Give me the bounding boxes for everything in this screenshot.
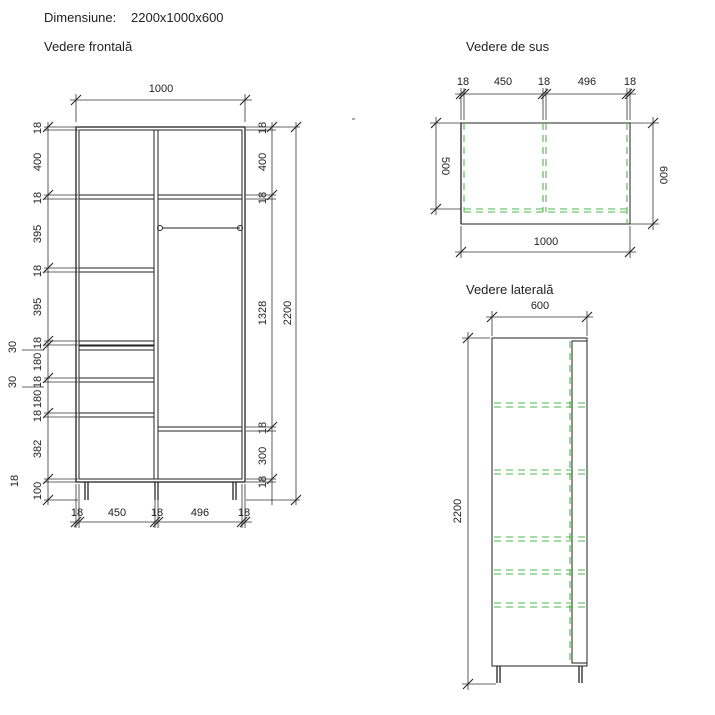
front-left-height-6: 18 <box>32 336 44 350</box>
front-left-height-1: 400 <box>32 152 44 172</box>
top-width-1: 450 <box>493 76 513 88</box>
top-width-3: 496 <box>577 76 597 88</box>
front-bottom-width-0: 18 <box>70 507 84 519</box>
top-depth-outer-label: 600 <box>657 165 669 185</box>
front-left-height-3: 395 <box>32 224 44 244</box>
front-right-height-5: 300 <box>257 446 269 466</box>
front-bottom-width-4: 18 <box>237 507 251 519</box>
top-width-2: 18 <box>537 76 551 88</box>
front-bottom-width-3: 496 <box>190 507 210 519</box>
side-view-title: Vedere laterală <box>466 282 554 297</box>
top-depth-inner-label: 500 <box>439 156 451 176</box>
front-carcass-outline <box>76 127 245 482</box>
front-left-height-5: 395 <box>32 297 44 317</box>
front-left-height-13: 100 <box>32 481 44 501</box>
front-left-shelf-2 <box>79 268 154 272</box>
front-left-height-8: 18 <box>32 375 44 389</box>
front-right-height-2: 18 <box>257 191 269 205</box>
front-right-shelf-1 <box>158 195 242 199</box>
front-left-height-11: 382 <box>32 439 44 459</box>
front-right-shelf-2 <box>158 427 242 431</box>
front-right-height-1: 400 <box>257 152 269 172</box>
front-center-divider <box>154 130 158 479</box>
front-top-width-label: 1000 <box>148 83 174 95</box>
front-left-height-10: 18 <box>32 409 44 423</box>
front-left-height-2: 18 <box>32 191 44 205</box>
front-bottom-width-1: 450 <box>107 507 127 519</box>
front-right-height-4: 18 <box>257 421 269 435</box>
front-left-outer-1: 30 <box>7 375 19 389</box>
front-left-shelf-4 <box>79 378 154 382</box>
side-door-edge <box>572 341 587 663</box>
front-right-height-0: 18 <box>257 121 269 135</box>
front-bottom-width-2: 18 <box>150 507 164 519</box>
side-height-label: 2200 <box>452 498 464 524</box>
front-left-shelf-5 <box>79 413 154 417</box>
side-view-drawing <box>452 300 593 690</box>
front-left-outer-0: 30 <box>7 340 19 354</box>
dimensions-value: 2200x1000x600 <box>131 10 224 25</box>
front-view-drawing <box>7 83 301 528</box>
front-left-height-0: 18 <box>32 121 44 135</box>
front-left-height-9: 180 <box>32 389 44 409</box>
front-view-title: Vedere frontală <box>44 39 133 54</box>
top-width-4: 18 <box>623 76 637 88</box>
top-width-0: 18 <box>456 76 470 88</box>
top-bottom-width-label: 1000 <box>533 236 559 248</box>
top-view-drawing <box>430 76 669 258</box>
dimensions-label: Dimensiune: <box>44 10 117 25</box>
front-right-height-3: 1328 <box>257 300 269 326</box>
top-view-title: Vedere de sus <box>466 39 550 54</box>
front-left-shelf-3 <box>79 341 154 345</box>
front-left-height-4: 18 <box>32 264 44 278</box>
side-view-outline <box>492 338 587 666</box>
front-total-height-label: 2200 <box>282 300 294 326</box>
front-left-height-7: 180 <box>32 352 44 372</box>
side-depth-label: 600 <box>530 300 550 312</box>
front-left-drawer-front-1 <box>79 346 154 350</box>
front-left-shelf-1 <box>79 195 154 199</box>
front-left-height-12: 18 <box>9 474 21 488</box>
front-right-height-6: 18 <box>257 475 269 489</box>
